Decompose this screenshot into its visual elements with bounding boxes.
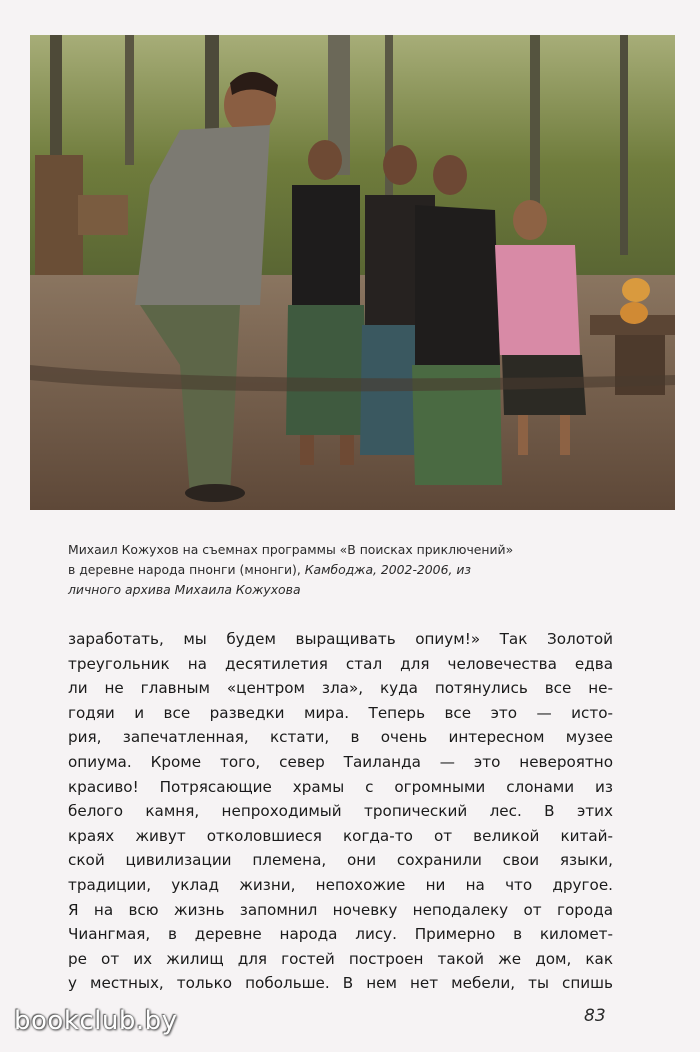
photo (30, 35, 675, 510)
caption-line-3: личного архива Михаила Кожухова (68, 582, 301, 597)
caption-line-2 (68, 560, 628, 580)
text-line: у местных, только побольше. В нем нет мебели, ты спишь (68, 974, 613, 993)
text-line: опиума. Кроме того, север Таиланда — это невероятно (68, 752, 613, 771)
text-line: ли не главным «центром зла», куда потянулись все не- (68, 679, 613, 698)
caption-line-2-regular: в деревне народа пнонги (мнонги), (68, 562, 305, 577)
photo-caption (68, 540, 628, 600)
text-line: традиции, уклад жизни, непохожие ни на что другое. (68, 875, 613, 894)
page-number: 83 (584, 1006, 606, 1026)
caption-line-1: Михаил Кожухов на съемнах программы «В поисках приключений» (68, 542, 514, 557)
text-line: ре от их жилищ для гостей построен такой же дом, как (68, 949, 613, 968)
body-text (68, 627, 613, 996)
text-line: красиво! Потрясающие храмы с огромными слонами из (68, 777, 613, 796)
text-line: белого камня, непроходимый тропический лес. В этих (68, 802, 613, 821)
text-line: Я на всю жизнь запомнил ночевку неподалеку от города (68, 900, 613, 919)
photo-illustration (30, 35, 675, 510)
text-line: краях живут отколовшиеся когда-то от великой китай- (68, 826, 613, 845)
text-line: Чиангмая, в деревне народа лису. Примерно в километ- (68, 925, 613, 944)
text-line: заработать, мы будем выращивать опиум!» Так Золотой (68, 630, 613, 648)
text-line: ской цивилизации племена, они сохранили свои языки, (68, 851, 613, 870)
text-line: треугольник на десятилетия стал для человечества едва (68, 654, 613, 673)
text-line: рия, запечатленная, кстати, в очень интересном музее (68, 728, 613, 747)
watermark: bookclub.by (14, 1006, 178, 1036)
text-line: годяи и все разведки мира. Теперь все это — исто- (68, 703, 613, 722)
caption-line-2-italic: Камбоджа, 2002-2006, из (304, 562, 471, 577)
